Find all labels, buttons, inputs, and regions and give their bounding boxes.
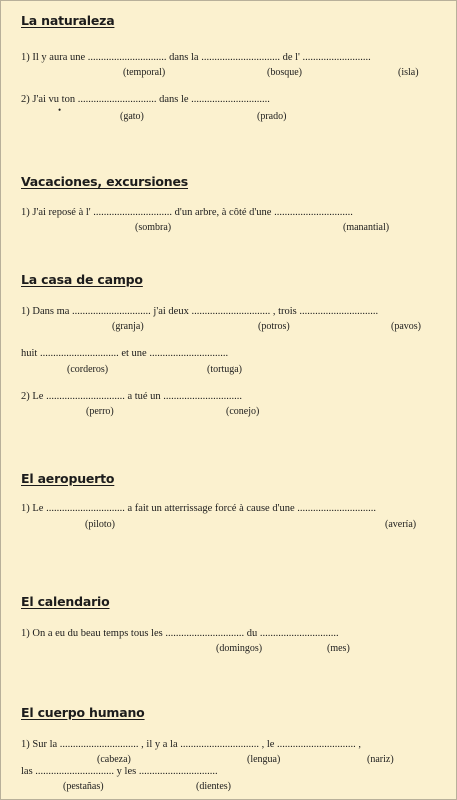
exercise-line: 1) On a eu du beau temps tous les .............................. du .............................. [21, 628, 339, 639]
hint-word: (piloto) [85, 519, 115, 530]
hint-word: (tortuga) [207, 364, 242, 375]
section-heading-aeropuerto: El aeropuerto [21, 471, 115, 486]
hint-word: (dientes) [196, 781, 231, 792]
hint-word: (manantial) [343, 222, 390, 233]
hint-word: (gato) [120, 111, 144, 122]
hint-word: (pavos) [391, 321, 421, 332]
hint-word: (conejo) [226, 406, 260, 417]
exercise-line: 1) Sur la .............................. , il y a la .............................. , le .............................. , [21, 739, 362, 750]
hint-word: (potros) [258, 321, 290, 332]
exercise-line: 1) Dans ma .............................. j'ai deux .............................. , trois .............................. [21, 306, 379, 317]
hint-word: (temporal) [123, 67, 166, 78]
hint-word: (domingos) [216, 643, 263, 654]
hint-word: (perro) [86, 406, 114, 417]
hint-word: (prado) [257, 111, 287, 122]
exercise-line: huit .............................. et une .............................. [21, 348, 229, 359]
stray-mark: • [58, 105, 62, 115]
section-heading-cuerpo-humano: El cuerpo humano [21, 705, 145, 720]
hint-word: (pestañas) [63, 781, 104, 792]
hint-word: (corderos) [67, 364, 109, 375]
section-heading-vacaciones: Vacaciones, excursiones [21, 174, 189, 189]
hint-word: (mes) [327, 643, 350, 654]
exercise-line: las .............................. y les .............................. [21, 766, 218, 777]
section-heading-naturaleza: La naturaleza [21, 13, 115, 28]
hint-word: (avería) [385, 519, 417, 530]
exercise-line: 1) Le .............................. a fait un atterrissage forcé à cause d'une .............................. [21, 503, 377, 514]
hint-word: (granja) [112, 321, 144, 332]
exercise-line: 1) J'ai reposé à l' .............................. d'un arbre, à côté d'une .............................. [21, 207, 353, 218]
hint-word: (isla) [398, 67, 419, 78]
hint-word: (lengua) [247, 754, 281, 765]
hint-word: (sombra) [135, 222, 172, 233]
exercise-line: 1) Il y aura une .............................. dans la .............................. de l' .......................... [21, 52, 371, 63]
exercise-line: 2) J'ai vu ton .............................. dans le .............................. [21, 94, 270, 105]
hint-word: (cabeza) [97, 754, 131, 765]
hint-word: (nariz) [367, 754, 394, 765]
section-heading-casa-de-campo: La casa de campo [21, 272, 143, 287]
hint-word: (bosque) [267, 67, 302, 78]
exercise-line: 2) Le .............................. a tué un .............................. [21, 391, 243, 402]
section-heading-calendario: El calendario [21, 594, 110, 609]
